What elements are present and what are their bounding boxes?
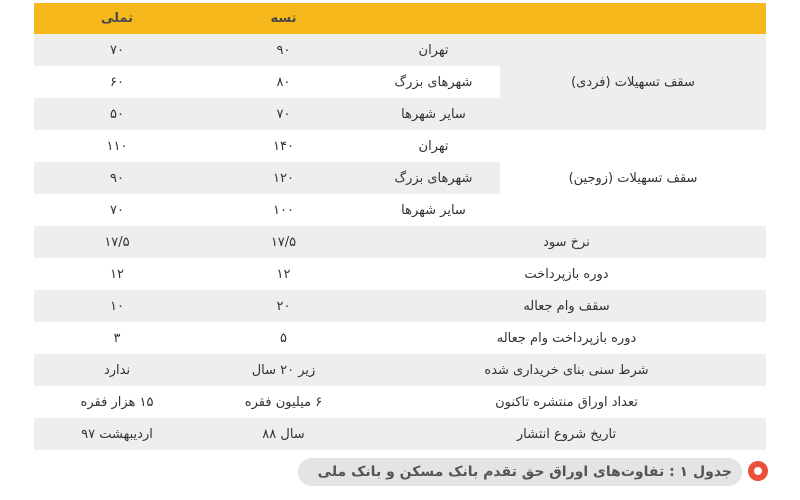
table-row [34,322,766,354]
header-tese: تسه [200,3,367,34]
tamli-value: ۳ [34,322,200,354]
table-row [34,418,766,450]
caption-text: جدول ۱ : تفاوت‌های اوراق حق تقدم بانک مسکن و بانک ملی [317,464,732,480]
tamli-value: ۷۰ [34,194,200,226]
table-row [34,226,766,258]
sub-label: تهران [367,34,500,66]
table-row [34,130,766,162]
tese-value: ۱۲۰ [200,162,367,194]
sub-label: شهرهای بزرگ [367,66,500,98]
header-tamli: تملی [34,3,200,34]
tese-value: ۶ میلیون فقره [200,386,367,418]
sub-label: سایر شهرها [367,194,500,226]
row-label: دوره بازپرداخت وام جعاله [367,322,766,354]
table-caption [298,458,742,486]
tese-value: ۸۰ [200,66,367,98]
tamli-value: ۱۵ هزار فقره [34,386,200,418]
tese-value: ۱۴۰ [200,130,367,162]
header-blank [367,3,766,34]
sub-label: شهرهای بزرگ [367,162,500,194]
tese-value: ۵ [200,322,367,354]
caption-bullet-icon [748,461,768,481]
tamli-value: ندارد [34,354,200,386]
tamli-value: ۱۲ [34,258,200,290]
tese-value: ۹۰ [200,34,367,66]
tese-value: ۷۰ [200,98,367,130]
row-label: دوره بازپرداخت [367,258,766,290]
group-label-zojin: سقف تسهیلات (زوجین) [500,130,766,226]
tamli-value: ۵۰ [34,98,200,130]
tamli-value: اردیبهشت ۹۷ [34,418,200,450]
comparison-table [34,3,766,450]
tese-value: سال ۸۸ [200,418,367,450]
sub-label: تهران [367,130,500,162]
sub-label: سایر شهرها [367,98,500,130]
tamli-value: ۷۰ [34,34,200,66]
tese-value: زیر ۲۰ سال [200,354,367,386]
tamli-value: ۱۱۰ [34,130,200,162]
header-row [34,3,766,34]
row-label: نرخ سود [367,226,766,258]
tese-value: ۱۷/۵ [200,226,367,258]
tamli-value: ۱۷/۵ [34,226,200,258]
row-label: تاریخ شروع انتشار [367,418,766,450]
row-label: شرط سنی بنای خریداری شده [367,354,766,386]
tamli-value: ۶۰ [34,66,200,98]
tese-value: ۱۲ [200,258,367,290]
table-row [34,354,766,386]
table-row [34,386,766,418]
tamli-value: ۹۰ [34,162,200,194]
group-label-fardi: سقف تسهیلات (فردی) [500,34,766,130]
table-row [34,258,766,290]
tese-value: ۱۰۰ [200,194,367,226]
tamli-value: ۱۰ [34,290,200,322]
row-label: تعداد اوراق منتشره تاکنون [367,386,766,418]
tese-value: ۲۰ [200,290,367,322]
table-row [34,290,766,322]
table-row [34,34,766,66]
row-label: سقف وام جعاله [367,290,766,322]
